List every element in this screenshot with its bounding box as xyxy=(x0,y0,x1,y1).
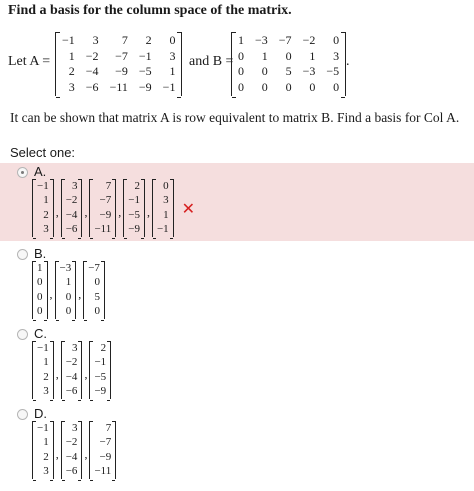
column-vector xyxy=(89,421,116,479)
vector-entry: 0 xyxy=(94,305,100,318)
vector-entry: −4 xyxy=(65,450,78,463)
matrix-cell: 0 xyxy=(169,33,176,47)
vector-entry: −1 xyxy=(128,194,140,207)
matrix-cell: 2 xyxy=(68,64,75,78)
matrix-cell: −3 xyxy=(255,33,268,47)
matrix-a xyxy=(55,32,182,96)
vector-entry: −1 xyxy=(37,180,49,192)
option-2-radio[interactable] xyxy=(17,329,28,340)
vector-entry: −6 xyxy=(65,223,78,236)
matrix-b xyxy=(231,32,346,96)
matrix-cell: 0 xyxy=(285,79,292,94)
vector-entry: −1 xyxy=(94,356,107,369)
matrix-cell: −2 xyxy=(302,33,316,47)
option-1-letter: B. xyxy=(34,246,47,261)
period: . xyxy=(346,54,350,69)
vector-separator: , xyxy=(55,367,59,381)
column-vector xyxy=(32,341,54,399)
vector-entry: −6 xyxy=(65,465,78,478)
matrix-cell: −4 xyxy=(85,64,99,78)
option-3-vectors[interactable] xyxy=(32,421,116,479)
column-vector xyxy=(32,421,54,479)
column-vector xyxy=(83,261,105,319)
vector-entry: 5 xyxy=(94,290,100,303)
column-vector xyxy=(61,179,83,237)
option-0-letter: A. xyxy=(34,164,47,179)
vector-entry: 3 xyxy=(43,465,49,478)
vector-entry: −5 xyxy=(94,370,107,383)
vector-entry: 2 xyxy=(134,180,140,192)
matrix-cell: −5 xyxy=(138,64,152,78)
vector-entry: −2 xyxy=(65,356,78,369)
column-vector xyxy=(123,179,145,237)
select-one-label: Select one: xyxy=(10,145,76,160)
option-0-vectors[interactable] xyxy=(32,179,195,237)
column-vector xyxy=(32,261,48,319)
vector-entry: 1 xyxy=(43,194,49,207)
incorrect-x-icon: ✕ xyxy=(181,199,196,218)
matrix-cell: 1 xyxy=(169,64,176,78)
matrix-cell: −6 xyxy=(85,79,99,94)
vector-entry: −3 xyxy=(59,262,72,274)
vector-separator: , xyxy=(84,205,88,219)
matrix-cell: 1 xyxy=(68,48,75,63)
matrix-cell: −1 xyxy=(62,33,75,47)
matrix-cell: −11 xyxy=(109,79,128,94)
matrix-cell: 0 xyxy=(238,64,244,78)
matrix-cell: 0 xyxy=(261,79,268,94)
vector-entry: −2 xyxy=(65,436,78,449)
vector-entry: −1 xyxy=(37,342,49,354)
matrix-cell: 0 xyxy=(238,79,244,94)
vector-entry: 3 xyxy=(71,180,78,192)
vector-entry: 3 xyxy=(43,385,49,398)
column-vector xyxy=(89,179,116,237)
vector-entry: 7 xyxy=(105,180,112,192)
option-2-vectors[interactable] xyxy=(32,341,111,399)
column-vector xyxy=(32,179,54,237)
matrix-cell: −1 xyxy=(138,48,152,63)
problem-statement: It can be shown that matrix A is row equivalent to matrix B. Find a basis for Col A. xyxy=(10,110,460,125)
vector-entry: 1 xyxy=(43,436,49,449)
vector-entry: −7 xyxy=(99,194,112,207)
matrix-b-container xyxy=(231,31,346,96)
vector-entry: 1 xyxy=(65,276,72,289)
column-vector xyxy=(89,341,111,399)
matrix-cell: 3 xyxy=(333,48,340,63)
matrix-cell: −5 xyxy=(326,64,340,78)
vector-entry: −5 xyxy=(128,208,140,221)
option-1-vectors[interactable] xyxy=(32,261,105,319)
vector-entry: 7 xyxy=(105,422,112,434)
vector-entry: 2 xyxy=(43,450,49,463)
matrix-cell: 0 xyxy=(261,64,268,78)
vector-entry: 2 xyxy=(43,208,49,221)
vector-entry: −9 xyxy=(99,450,112,463)
vector-entry: 3 xyxy=(71,342,78,354)
vector-entry: 0 xyxy=(37,305,43,318)
column-vector xyxy=(152,179,174,237)
vector-entry: 3 xyxy=(43,223,49,236)
matrix-cell: −9 xyxy=(115,64,128,78)
let-a-label: Let A = xyxy=(8,54,51,69)
matrix-cell: −9 xyxy=(138,79,152,94)
vector-entry: −1 xyxy=(37,422,49,434)
matrix-a-container xyxy=(55,31,182,96)
question-title: Find a basis for the column space of the matrix. xyxy=(8,3,292,18)
option-0-radio[interactable] xyxy=(17,167,28,178)
column-vector xyxy=(61,341,83,399)
matrix-cell: 2 xyxy=(145,33,152,47)
matrix-cell: 0 xyxy=(238,48,244,63)
matrix-cell: 0 xyxy=(285,48,292,63)
vector-entry: −4 xyxy=(65,370,78,383)
vector-entry: 0 xyxy=(65,290,72,303)
matrix-cell: 0 xyxy=(309,79,316,94)
option-1-radio[interactable] xyxy=(17,249,28,260)
column-vector xyxy=(61,421,83,479)
vector-entry: 3 xyxy=(71,422,78,434)
matrix-cell: 1 xyxy=(238,33,244,47)
vector-separator: , xyxy=(84,447,88,461)
option-3-letter: D. xyxy=(34,406,47,421)
vector-separator: , xyxy=(146,205,150,219)
matrix-cell: 7 xyxy=(121,33,128,47)
vector-entry: −7 xyxy=(88,262,100,274)
matrix-cell: −1 xyxy=(162,79,176,94)
matrix-cell: 0 xyxy=(333,79,340,94)
and-b-label: and B = xyxy=(189,54,234,69)
matrix-cell: 0 xyxy=(333,33,340,47)
vector-entry: 3 xyxy=(163,194,169,207)
matrix-cell: −7 xyxy=(115,48,128,63)
matrix-cell: 1 xyxy=(261,48,268,63)
matrix-cell: 3 xyxy=(92,33,99,47)
vector-entry: −9 xyxy=(99,208,112,221)
vector-entry: −11 xyxy=(94,223,112,236)
vector-entry: 1 xyxy=(37,262,43,274)
vector-entry: −2 xyxy=(65,194,78,207)
vector-entry: 2 xyxy=(100,342,107,354)
option-2-letter: C. xyxy=(34,326,47,341)
option-3-radio[interactable] xyxy=(17,409,28,420)
vector-separator: , xyxy=(49,287,53,301)
matrix-cell: 5 xyxy=(285,64,292,78)
vector-entry: 0 xyxy=(94,276,100,289)
matrix-cell: 3 xyxy=(68,79,75,94)
matrix-cell: 3 xyxy=(169,48,176,63)
vector-entry: −11 xyxy=(94,465,112,478)
vector-entry: 0 xyxy=(163,180,169,192)
vector-entry: 0 xyxy=(65,305,72,318)
vector-entry: 2 xyxy=(43,370,49,383)
vector-separator: , xyxy=(84,367,88,381)
vector-entry: 0 xyxy=(37,276,43,289)
matrix-cell: −3 xyxy=(302,64,316,78)
column-vector xyxy=(55,261,77,319)
vector-separator: , xyxy=(55,447,59,461)
vector-entry: 0 xyxy=(37,290,43,303)
matrix-cell: −2 xyxy=(85,48,99,63)
vector-entry: −9 xyxy=(94,385,107,398)
vector-entry: 1 xyxy=(43,356,49,369)
vector-entry: 1 xyxy=(163,208,169,221)
matrix-cell: 1 xyxy=(309,48,316,63)
vector-entry: −6 xyxy=(65,385,78,398)
vector-entry: −7 xyxy=(99,436,112,449)
matrix-cell: −7 xyxy=(278,33,292,47)
vector-separator: , xyxy=(78,287,82,301)
vector-separator: , xyxy=(118,205,122,219)
vector-separator: , xyxy=(55,205,59,219)
vector-entry: −4 xyxy=(65,208,78,221)
vector-entry: −9 xyxy=(128,223,140,236)
vector-entry: −1 xyxy=(156,223,169,236)
